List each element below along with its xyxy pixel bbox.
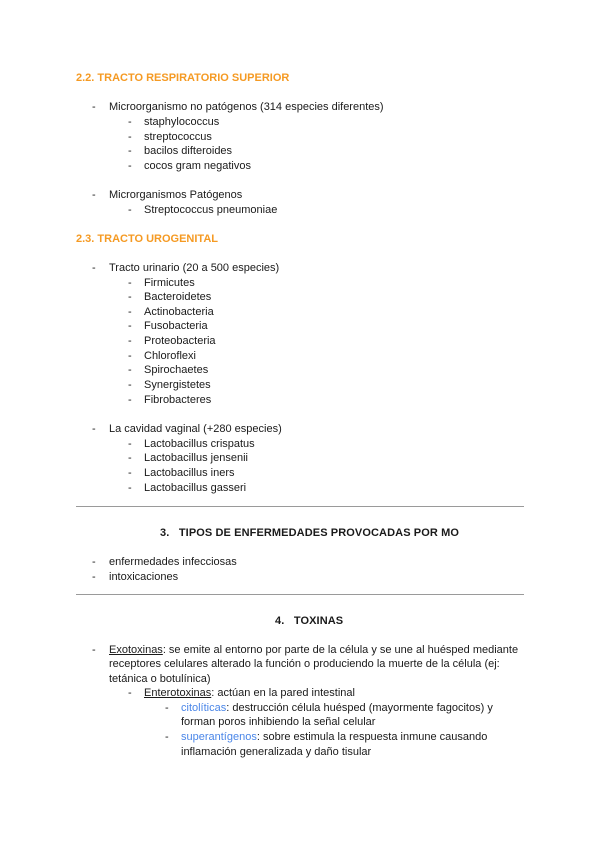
bullet-dash: - <box>128 452 132 464</box>
bullet-dash: - <box>128 160 132 172</box>
horizontal-rule <box>76 506 524 507</box>
exotoxinas-term: Exotoxinas <box>109 644 163 656</box>
list-item: staphylococcus <box>144 116 220 128</box>
bullet-dash: - <box>128 291 132 303</box>
list-item: streptococcus <box>144 131 212 143</box>
bullet-dash: - <box>128 379 132 391</box>
bullet-dash: - <box>128 320 132 332</box>
exotoxinas-line-1 <box>109 644 518 657</box>
list-item: Fusobacteria <box>144 320 208 332</box>
enterotoxinas-text: : actúan en la pared intestinal <box>211 687 355 699</box>
exotoxinas-text: : se emite al entorno por parte de la célula y se une al huésped mediante <box>162 644 519 656</box>
superantigenos-text: : sobre estimula la respuesta inmune causando <box>256 731 488 743</box>
bullet-dash: - <box>128 306 132 318</box>
superantigenos-term: superantígenos <box>181 731 257 743</box>
bullet-dash: - <box>128 116 132 128</box>
bullet-dash: - <box>128 350 132 362</box>
list-item: Chloroflexi <box>144 350 196 362</box>
no-patogenos-label: Microorganismo no patógenos (314 especies diferentes) <box>109 101 384 113</box>
list-item: Lactobacillus jensenii <box>144 452 248 464</box>
bullet-dash: - <box>92 101 96 113</box>
citoliticas-line-1 <box>181 702 493 715</box>
list-item: Fibrobacteres <box>144 394 212 406</box>
section-3-title: 3. TIPOS DE ENFERMEDADES PROVOCADAS POR MO <box>160 527 459 539</box>
bullet-dash: - <box>92 556 96 568</box>
list-item: bacilos difteroides <box>144 145 233 157</box>
list-item: Firmicutes <box>144 277 195 289</box>
superantigenos-line-2: inflamación generalizada y daño tisular <box>181 746 372 758</box>
bullet-dash: - <box>92 571 96 583</box>
bullet-dash: - <box>128 335 132 347</box>
section-2-3-title: 2.3. TRACTO UROGENITAL <box>76 233 218 245</box>
tracto-urinario-label: Tracto urinario (20 a 500 especies) <box>109 262 280 274</box>
bullet-dash: - <box>128 687 132 699</box>
bullet-dash: - <box>128 467 132 479</box>
list-item: Lactobacillus crispatus <box>144 438 255 450</box>
list-item: Lactobacillus gasseri <box>144 482 247 494</box>
bullet-dash: - <box>128 394 132 406</box>
bullet-dash: - <box>92 423 96 435</box>
enterotoxinas-line <box>144 687 355 700</box>
bullet-dash: - <box>165 731 169 743</box>
list-item: enfermedades infecciosas <box>109 556 237 568</box>
patogenos-label: Microrganismos Patógenos <box>109 189 243 201</box>
cavidad-vaginal-label: La cavidad vaginal (+280 especies) <box>109 423 282 435</box>
citoliticas-text: : destrucción célula huésped (mayormente fagocitos) y <box>226 702 493 714</box>
list-item: Synergistetes <box>144 379 211 391</box>
exotoxinas-line-2: receptores celulares alterado la función o produciendo la muerte de la célula (ej: <box>109 658 500 670</box>
bullet-dash: - <box>128 482 132 494</box>
list-item: Streptococcus pneumoniae <box>144 204 278 216</box>
list-item: Lactobacillus iners <box>144 467 235 479</box>
bullet-dash: - <box>165 702 169 714</box>
citoliticas-term: citolíticas <box>181 702 227 714</box>
bullet-dash: - <box>128 364 132 376</box>
exotoxinas-line-3: tetánica o botulínica) <box>109 673 211 685</box>
list-item: cocos gram negativos <box>144 160 251 172</box>
bullet-dash: - <box>128 204 132 216</box>
list-item: intoxicaciones <box>109 571 179 583</box>
section-4-title: 4. TOXINAS <box>275 615 344 627</box>
horizontal-rule <box>76 594 524 595</box>
superantigenos-line-1 <box>181 731 487 744</box>
list-item: Proteobacteria <box>144 335 216 347</box>
citoliticas-line-2: forman poros inhibiendo la señal celular <box>181 716 376 728</box>
list-item: Spirochaetes <box>144 364 209 376</box>
enterotoxinas-term: Enterotoxinas <box>144 687 212 699</box>
section-2-2-title: 2.2. TRACTO RESPIRATORIO SUPERIOR <box>76 72 290 84</box>
bullet-dash: - <box>128 277 132 289</box>
bullet-dash: - <box>92 644 96 656</box>
bullet-dash: - <box>92 262 96 274</box>
list-item: Bacteroidetes <box>144 291 212 303</box>
bullet-dash: - <box>128 438 132 450</box>
list-item: Actinobacteria <box>144 306 214 318</box>
bullet-dash: - <box>128 131 132 143</box>
bullet-dash: - <box>128 145 132 157</box>
bullet-dash: - <box>92 189 96 201</box>
